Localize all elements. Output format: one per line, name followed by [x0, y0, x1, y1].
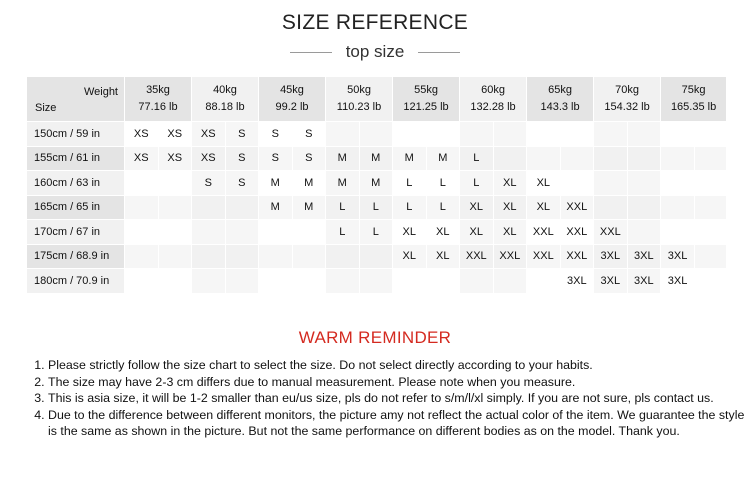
size-cell — [125, 171, 159, 196]
size-cell: XXL — [527, 220, 561, 245]
size-cell — [695, 171, 727, 196]
size-cell — [259, 244, 293, 269]
table-header-row — [27, 77, 727, 122]
size-cell: 3XL — [661, 244, 695, 269]
size-cell — [326, 244, 360, 269]
weight-kg: 55kg — [414, 84, 438, 96]
size-cell — [594, 171, 628, 196]
weight-lb: 154.32 lb — [604, 101, 650, 113]
size-cell: XS — [192, 146, 226, 171]
size-cell — [695, 244, 727, 269]
size-cell: M — [326, 146, 360, 171]
size-cell: M — [359, 146, 393, 171]
size-cell — [259, 220, 293, 245]
size-label-cell: 180cm / 70.9 in — [27, 269, 125, 294]
reminder-item: 1. Please strictly follow the size chart to select the size. Do not select directly according to your habits. — [48, 357, 748, 374]
weight-lb: 77.16 lb — [138, 101, 178, 113]
page-title: SIZE REFERENCE — [281, 11, 469, 34]
size-cell — [627, 146, 661, 171]
reminder-item: 3. This is asia size, it will be 1-2 smaller than eu/us size, pls do not refer to s/m/l/xl simply. If you are not sure, pls contact us. — [48, 390, 748, 407]
weight-header-cell — [527, 77, 594, 122]
size-cell — [460, 269, 494, 294]
size-cell: L — [426, 171, 460, 196]
weight-kg: 70kg — [615, 84, 639, 96]
size-cell: L — [393, 195, 427, 220]
size-cell — [125, 220, 159, 245]
size-cell — [158, 244, 192, 269]
size-cell: S — [259, 146, 293, 171]
weight-header-cell — [393, 77, 460, 122]
weight-header-cell — [192, 77, 259, 122]
size-cell: M — [259, 171, 293, 196]
size-cell — [426, 269, 460, 294]
size-cell — [292, 220, 326, 245]
table-row — [27, 146, 727, 171]
size-cell: XXL — [460, 244, 494, 269]
size-cell: L — [326, 220, 360, 245]
size-cell — [158, 195, 192, 220]
size-cell — [661, 122, 695, 147]
size-cell — [594, 195, 628, 220]
size-cell — [326, 269, 360, 294]
table-row — [27, 171, 727, 196]
size-cell: M — [426, 146, 460, 171]
size-cell: XL — [393, 220, 427, 245]
size-cell: M — [259, 195, 293, 220]
size-cell — [661, 195, 695, 220]
size-cell: L — [426, 195, 460, 220]
size-cell — [527, 146, 561, 171]
weight-lb: 143.3 lb — [540, 101, 580, 113]
weight-kg: 65kg — [548, 84, 572, 96]
size-cell: M — [292, 171, 326, 196]
weight-kg: 75kg — [681, 84, 706, 96]
weight-header-cell — [125, 77, 192, 122]
size-cell — [359, 244, 393, 269]
weight-header-cell — [594, 77, 661, 122]
weight-lb: 110.23 lb — [336, 101, 382, 113]
size-cell: L — [359, 195, 393, 220]
size-cell — [292, 244, 326, 269]
size-cell: S — [292, 146, 326, 171]
size-cell — [225, 195, 259, 220]
size-cell: XS — [125, 146, 159, 171]
size-cell: XS — [192, 122, 226, 147]
size-cell: S — [259, 122, 293, 147]
size-cell — [627, 195, 661, 220]
size-cell — [695, 122, 727, 147]
size-cell: XXL — [493, 244, 527, 269]
size-cell — [493, 122, 527, 147]
size-cell: XL — [527, 171, 561, 196]
size-cell: 3XL — [594, 244, 628, 269]
size-cell — [225, 220, 259, 245]
size-cell — [661, 146, 695, 171]
subtitle-row — [0, 42, 750, 62]
size-cell — [695, 146, 727, 171]
size-cell — [426, 122, 460, 147]
size-cell — [192, 244, 226, 269]
size-cell — [460, 122, 494, 147]
size-cell: XL — [493, 171, 527, 196]
size-cell — [192, 269, 226, 294]
weight-header-cell — [259, 77, 326, 122]
size-cell — [158, 171, 192, 196]
size-axis-label: Size — [35, 102, 57, 114]
weight-lb: 121.25 lb — [403, 101, 449, 113]
size-cell — [627, 171, 661, 196]
size-cell — [527, 122, 561, 147]
size-cell: XL — [460, 220, 494, 245]
weight-header-cell — [661, 77, 727, 122]
size-cell: XXL — [560, 195, 594, 220]
size-cell: M — [326, 171, 360, 196]
reminder-item: 2. The size may have 2-3 cm differs due to manual measurement. Please note when you measure. — [48, 374, 748, 391]
size-cell: S — [292, 122, 326, 147]
size-cell — [527, 269, 561, 294]
size-cell: L — [393, 171, 427, 196]
size-cell — [627, 220, 661, 245]
size-cell — [359, 269, 393, 294]
table-row — [27, 195, 727, 220]
size-cell: M — [292, 195, 326, 220]
weight-kg: 60kg — [481, 84, 505, 96]
size-cell: S — [192, 171, 226, 196]
size-cell — [192, 220, 226, 245]
size-cell: XS — [158, 122, 192, 147]
size-chart-table — [26, 76, 727, 294]
size-cell — [695, 269, 727, 294]
size-label-cell: 165cm / 65 in — [27, 195, 125, 220]
weight-lb: 88.18 lb — [205, 101, 245, 113]
size-cell — [192, 195, 226, 220]
size-cell: L — [460, 171, 494, 196]
size-cell: L — [326, 195, 360, 220]
weight-header-cell — [326, 77, 393, 122]
size-cell — [326, 122, 360, 147]
size-cell — [225, 244, 259, 269]
size-label-cell: 175cm / 68.9 in — [27, 244, 125, 269]
table-row — [27, 244, 727, 269]
size-cell: XL — [426, 244, 460, 269]
size-cell — [560, 171, 594, 196]
size-label-cell: 150cm / 59 in — [27, 122, 125, 147]
size-cell — [225, 269, 259, 294]
size-label-cell: 160cm / 63 in — [27, 171, 125, 196]
size-cell — [560, 146, 594, 171]
size-cell: XL — [527, 195, 561, 220]
size-cell: L — [460, 146, 494, 171]
subtitle: top size — [345, 42, 405, 61]
size-cell: 3XL — [594, 269, 628, 294]
size-cell: XXL — [527, 244, 561, 269]
size-cell: M — [393, 146, 427, 171]
weight-axis-label: Weight — [83, 86, 118, 98]
size-cell: XL — [460, 195, 494, 220]
reminder-item: 4. Due to the difference between different monitors, the picture amy not reflect the actual color of the item. We guarantee the style is the same as shown in the picture. But not the same performance on different bodies as on the model. Thank you. — [48, 407, 748, 440]
table-row — [27, 269, 727, 294]
size-cell — [393, 269, 427, 294]
size-cell — [493, 269, 527, 294]
weight-lb: 99.2 lb — [275, 101, 309, 113]
size-cell: S — [225, 146, 259, 171]
size-cell: XXL — [560, 244, 594, 269]
weight-lb: 165.35 lb — [670, 101, 717, 113]
size-label-cell: 155cm / 61 in — [27, 146, 125, 171]
size-cell — [493, 146, 527, 171]
size-cell: XXL — [560, 220, 594, 245]
weight-kg: 45kg — [280, 84, 304, 96]
weight-kg: 40kg — [213, 84, 237, 96]
size-cell: XS — [158, 146, 192, 171]
size-cell — [627, 122, 661, 147]
size-cell: M — [359, 171, 393, 196]
size-cell — [259, 269, 293, 294]
size-cell: XXL — [594, 220, 628, 245]
size-cell — [393, 122, 427, 147]
weight-kg: 50kg — [347, 84, 371, 96]
table-row — [27, 220, 727, 245]
size-cell: XL — [393, 244, 427, 269]
table-row — [27, 122, 727, 147]
size-cell — [158, 269, 192, 294]
weight-kg: 35kg — [146, 84, 170, 96]
size-cell — [594, 146, 628, 171]
size-cell — [695, 220, 727, 245]
size-cell: XS — [125, 122, 159, 147]
weight-header-cell — [460, 77, 527, 122]
reminder-list — [32, 357, 748, 440]
size-cell: 3XL — [560, 269, 594, 294]
size-cell — [125, 244, 159, 269]
reminder-title: WARM REMINDER — [298, 328, 452, 347]
weight-lb: 132.28 lb — [470, 101, 516, 113]
size-cell — [292, 269, 326, 294]
size-cell: 3XL — [661, 269, 695, 294]
size-cell — [695, 195, 727, 220]
size-cell: S — [225, 171, 259, 196]
size-label-cell: 170cm / 67 in — [27, 220, 125, 245]
size-cell — [158, 220, 192, 245]
size-cell — [125, 195, 159, 220]
size-cell — [125, 269, 159, 294]
size-cell — [594, 122, 628, 147]
subtitle-divider-left — [290, 52, 332, 53]
size-cell: XL — [493, 220, 527, 245]
size-cell: L — [359, 220, 393, 245]
size-cell — [661, 220, 695, 245]
size-cell — [359, 122, 393, 147]
size-cell: XL — [493, 195, 527, 220]
size-cell: 3XL — [627, 244, 661, 269]
size-cell: XL — [426, 220, 460, 245]
size-cell — [661, 171, 695, 196]
size-cell: 3XL — [627, 269, 661, 294]
size-cell: S — [225, 122, 259, 147]
size-cell — [560, 122, 594, 147]
table-corner-cell — [27, 77, 125, 122]
subtitle-divider-right — [418, 52, 460, 53]
